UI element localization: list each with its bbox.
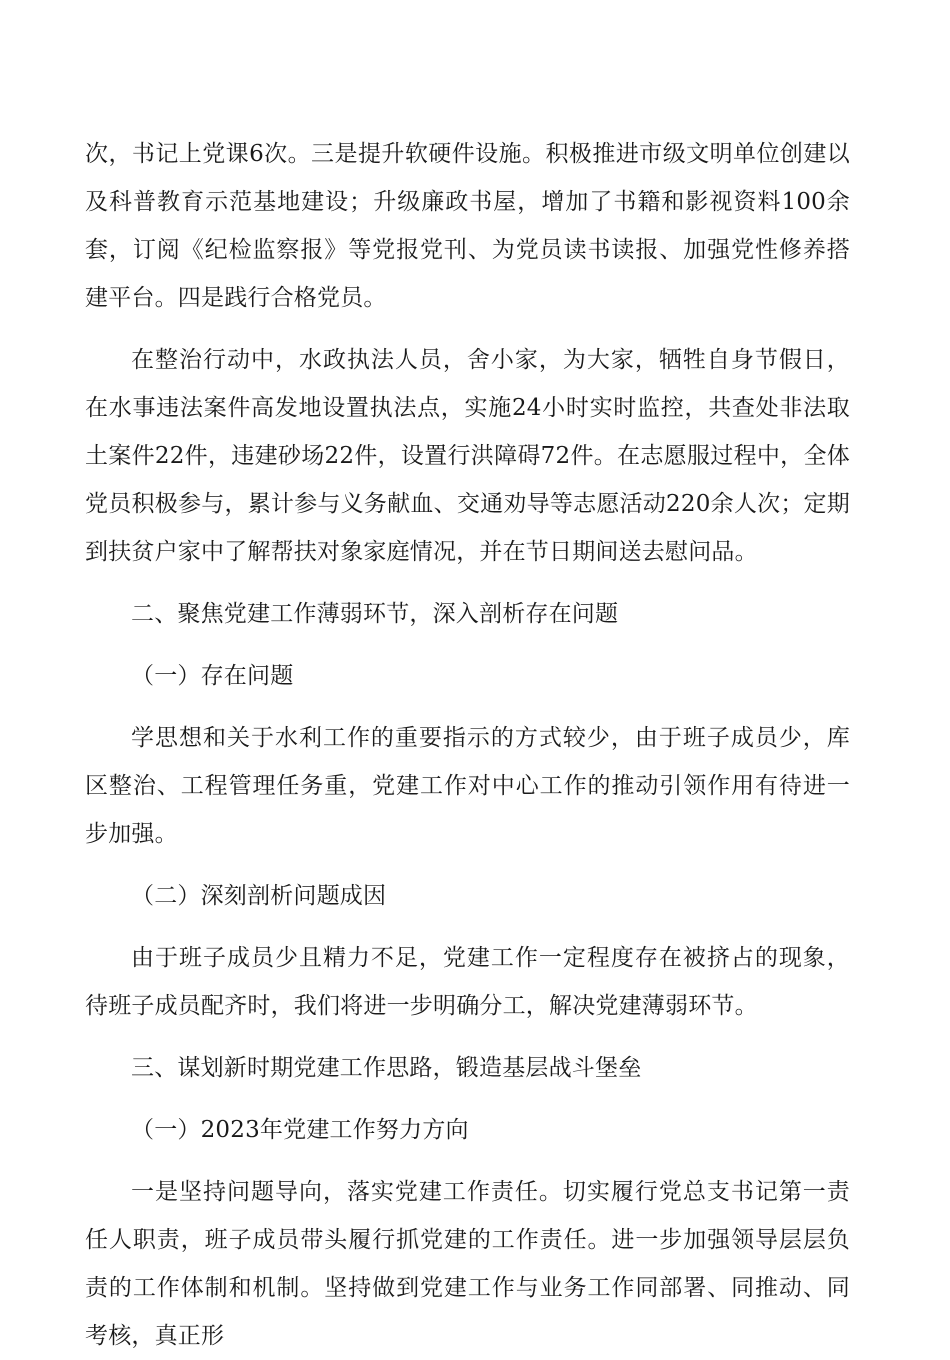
subheading-root-causes: （二）深刻剖析问题成因	[131, 883, 387, 909]
paragraph-problems: 学思想和关于水利工作的重要指示的方式较少，由于班子成员少，库区整治、工程管理任务重，党建工作对中心工作的推动引领作用有待进一步加强。	[85, 725, 850, 847]
paragraph-gap	[85, 1154, 850, 1168]
paragraph-gap	[85, 322, 850, 336]
paragraph-responsibility: 一是坚持问题导向，落实党建工作责任。切实履行党总支书记第一责任人职责，班子成员带头履行抓党建的工作责任。进一步加强领导层层负责的工作体制和机制。坚持做到党建工作与业务工作同部署、同推动、同考核，真正形	[85, 1179, 850, 1349]
section-heading-three: 三、谋划新时期党建工作思路，锻造基层战斗堡垒	[131, 1055, 642, 1081]
section-heading-two: 二、聚焦党建工作薄弱环节，深入剖析存在问题	[131, 601, 619, 627]
paragraph-gap	[85, 1092, 850, 1106]
paragraph-facilities: 次，书记上党课6次。三是提升软硬件设施。积极推进市级文明单位创建以及科普教育示范基地建设；升级廉政书屋，增加了书籍和影视资料100余套，订阅《纪检监察报》等党报党刊、为党员读书读报、加强党性修养搭建平台。四是践行合格党员。	[85, 141, 850, 311]
subheading-existing-problems: （一）存在问题	[131, 663, 294, 689]
paragraph-gap	[85, 638, 850, 652]
paragraph-gap	[85, 858, 850, 872]
paragraph-gap	[85, 1030, 850, 1044]
subheading-2023-direction: （一）2023年党建工作努力方向	[131, 1117, 469, 1143]
paragraph-gap	[85, 920, 850, 934]
document-page	[85, 130, 850, 1360]
paragraph-rectification: 在整治行动中，水政执法人员，舍小家，为大家，牺牲自身节假日，在水事违法案件高发地设置执法点，实施24小时实时监控，共查处非法取土案件22件，违建砂场22件，设置行洪障碍72件。在志愿服过程中，全体党员积极参与，累计参与义务献血、交通劝导等志愿活动220余人次；定期到扶贫户家中了解帮扶对象家庭情况，并在节日期间送去慰问品。	[85, 347, 850, 565]
paragraph-causes: 由于班子成员少且精力不足，党建工作一定程度存在被挤占的现象，待班子成员配齐时，我们将进一步明确分工，解决党建薄弱环节。	[85, 945, 850, 1019]
paragraph-gap	[85, 576, 850, 590]
paragraph-gap	[85, 700, 850, 714]
